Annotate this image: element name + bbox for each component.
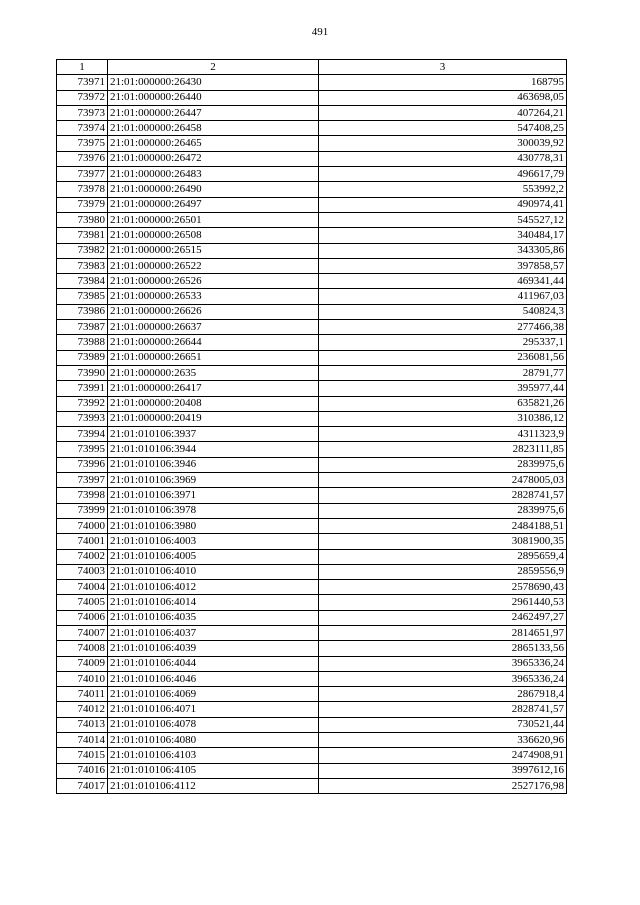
value-cell: 545527,12 <box>319 212 567 227</box>
cadastral-number-cell: 21:01:010106:4071 <box>108 702 319 717</box>
table-row <box>57 442 567 457</box>
value-cell: 2474908,91 <box>319 748 567 763</box>
cadastral-number-cell: 21:01:000000:26447 <box>108 105 319 120</box>
cadastral-number-cell: 21:01:010106:4005 <box>108 549 319 564</box>
cadastral-number-cell: 21:01:000000:20419 <box>108 411 319 426</box>
value-cell: 2865133,56 <box>319 641 567 656</box>
table-row <box>57 687 567 702</box>
value-cell: 469341,44 <box>319 274 567 289</box>
value-cell: 2478005,03 <box>319 473 567 488</box>
table-row <box>57 136 567 151</box>
row-number-cell: 73992 <box>57 396 108 411</box>
value-cell: 490974,41 <box>319 197 567 212</box>
table-row <box>57 75 567 90</box>
table-row <box>57 549 567 564</box>
row-number-cell: 73981 <box>57 228 108 243</box>
value-cell: 2462497,27 <box>319 610 567 625</box>
table-row <box>57 488 567 503</box>
row-number-cell: 74004 <box>57 580 108 595</box>
row-number-cell: 73974 <box>57 121 108 136</box>
table-row <box>57 778 567 793</box>
row-number-cell: 73984 <box>57 274 108 289</box>
table-row <box>57 381 567 396</box>
value-cell: 236081,56 <box>319 350 567 365</box>
value-cell: 2839975,6 <box>319 503 567 518</box>
cadastral-number-cell: 21:01:000000:26465 <box>108 136 319 151</box>
row-number-cell: 73982 <box>57 243 108 258</box>
value-cell: 463698,05 <box>319 90 567 105</box>
table-row <box>57 411 567 426</box>
row-number-cell: 74002 <box>57 549 108 564</box>
column-header-3: 3 <box>319 60 567 75</box>
value-cell: 4311323,9 <box>319 427 567 442</box>
row-number-cell: 73994 <box>57 427 108 442</box>
row-number-cell: 73972 <box>57 90 108 105</box>
row-number-cell: 73977 <box>57 167 108 182</box>
row-number-cell: 73976 <box>57 151 108 166</box>
value-cell: 277466,38 <box>319 320 567 335</box>
column-header-1: 1 <box>57 60 108 75</box>
row-number-cell: 74010 <box>57 671 108 686</box>
value-cell: 397858,57 <box>319 258 567 273</box>
value-cell: 496617,79 <box>319 167 567 182</box>
cadastral-number-cell: 21:01:010106:4069 <box>108 687 319 702</box>
header-row <box>57 60 567 75</box>
value-cell: 295337,1 <box>319 335 567 350</box>
cadastral-number-cell: 21:01:010106:4112 <box>108 778 319 793</box>
value-cell: 336620,96 <box>319 733 567 748</box>
row-number-cell: 74011 <box>57 687 108 702</box>
row-number-cell: 73978 <box>57 182 108 197</box>
cadastral-number-cell: 21:01:000000:26508 <box>108 228 319 243</box>
row-number-cell: 74014 <box>57 733 108 748</box>
table-row <box>57 243 567 258</box>
row-number-cell: 74009 <box>57 656 108 671</box>
row-number-cell: 73999 <box>57 503 108 518</box>
row-number-cell: 73985 <box>57 289 108 304</box>
cadastral-number-cell: 21:01:000000:26472 <box>108 151 319 166</box>
cadastral-number-cell: 21:01:000000:26430 <box>108 75 319 90</box>
table-row <box>57 105 567 120</box>
value-cell: 2828741,57 <box>319 702 567 717</box>
row-number-cell: 74016 <box>57 763 108 778</box>
table-row <box>57 365 567 380</box>
value-cell: 3081900,35 <box>319 534 567 549</box>
value-cell: 2814651,97 <box>319 625 567 640</box>
row-number-cell: 74001 <box>57 534 108 549</box>
table-row <box>57 733 567 748</box>
value-cell: 547408,25 <box>319 121 567 136</box>
table-row <box>57 595 567 610</box>
value-cell: 343305,86 <box>319 243 567 258</box>
cadastral-number-cell: 21:01:010106:4012 <box>108 580 319 595</box>
cadastral-number-cell: 21:01:010106:4044 <box>108 656 319 671</box>
value-cell: 2895659,4 <box>319 549 567 564</box>
row-number-cell: 73995 <box>57 442 108 457</box>
table-row <box>57 473 567 488</box>
value-cell: 2839975,6 <box>319 457 567 472</box>
value-cell: 430778,31 <box>319 151 567 166</box>
cadastral-number-cell: 21:01:010106:4003 <box>108 534 319 549</box>
value-cell: 3965336,24 <box>319 656 567 671</box>
cadastral-number-cell: 21:01:010106:3969 <box>108 473 319 488</box>
cadastral-number-cell: 21:01:010106:3946 <box>108 457 319 472</box>
table-row <box>57 212 567 227</box>
table-row <box>57 518 567 533</box>
table-body <box>57 75 567 794</box>
cadastral-number-cell: 21:01:010106:3978 <box>108 503 319 518</box>
table-row <box>57 564 567 579</box>
row-number-cell: 73980 <box>57 212 108 227</box>
value-cell: 3965336,24 <box>319 671 567 686</box>
row-number-cell: 73993 <box>57 411 108 426</box>
cadastral-number-cell: 21:01:000000:20408 <box>108 396 319 411</box>
row-number-cell: 74003 <box>57 564 108 579</box>
cadastral-number-cell: 21:01:010106:4046 <box>108 671 319 686</box>
cadastral-number-cell: 21:01:010106:3937 <box>108 427 319 442</box>
cadastral-number-cell: 21:01:010106:4078 <box>108 717 319 732</box>
row-number-cell: 74007 <box>57 625 108 640</box>
row-number-cell: 74017 <box>57 778 108 793</box>
table-row <box>57 151 567 166</box>
value-cell: 300039,92 <box>319 136 567 151</box>
value-cell: 340484,17 <box>319 228 567 243</box>
row-number-cell: 74013 <box>57 717 108 732</box>
row-number-cell: 74012 <box>57 702 108 717</box>
cadastral-number-cell: 21:01:000000:26440 <box>108 90 319 105</box>
value-cell: 2867918,4 <box>319 687 567 702</box>
table-row <box>57 503 567 518</box>
value-cell: 2527176,98 <box>319 778 567 793</box>
cadastral-number-cell: 21:01:000000:26526 <box>108 274 319 289</box>
cadastral-number-cell: 21:01:010106:3980 <box>108 518 319 533</box>
row-number-cell: 73989 <box>57 350 108 365</box>
row-number-cell: 73988 <box>57 335 108 350</box>
table-row <box>57 197 567 212</box>
row-number-cell: 73991 <box>57 381 108 396</box>
value-cell: 635821,26 <box>319 396 567 411</box>
table-row <box>57 427 567 442</box>
table-row <box>57 274 567 289</box>
value-cell: 553992,2 <box>319 182 567 197</box>
table-row <box>57 350 567 365</box>
table-row <box>57 304 567 319</box>
row-number-cell: 73998 <box>57 488 108 503</box>
table-row <box>57 763 567 778</box>
cadastral-number-cell: 21:01:010106:3971 <box>108 488 319 503</box>
table-row <box>57 748 567 763</box>
row-number-cell: 74005 <box>57 595 108 610</box>
cadastral-number-cell: 21:01:000000:26497 <box>108 197 319 212</box>
cadastral-number-cell: 21:01:000000:26651 <box>108 350 319 365</box>
data-table <box>56 59 567 794</box>
cadastral-number-cell: 21:01:010106:4105 <box>108 763 319 778</box>
row-number-cell: 73986 <box>57 304 108 319</box>
cadastral-number-cell: 21:01:000000:2635 <box>108 365 319 380</box>
value-cell: 2961440,53 <box>319 595 567 610</box>
row-number-cell: 74000 <box>57 518 108 533</box>
table-row <box>57 580 567 595</box>
row-number-cell: 73990 <box>57 365 108 380</box>
table-row <box>57 534 567 549</box>
cadastral-number-cell: 21:01:010106:4014 <box>108 595 319 610</box>
row-number-cell: 73996 <box>57 457 108 472</box>
value-cell: 2828741,57 <box>319 488 567 503</box>
table-row <box>57 641 567 656</box>
row-number-cell: 73971 <box>57 75 108 90</box>
cadastral-number-cell: 21:01:010106:3944 <box>108 442 319 457</box>
cadastral-number-cell: 21:01:000000:26515 <box>108 243 319 258</box>
cadastral-number-cell: 21:01:010106:4039 <box>108 641 319 656</box>
row-number-cell: 74008 <box>57 641 108 656</box>
row-number-cell: 73975 <box>57 136 108 151</box>
table-header <box>57 60 567 75</box>
cadastral-number-cell: 21:01:000000:26490 <box>108 182 319 197</box>
value-cell: 2484188,51 <box>319 518 567 533</box>
row-number-cell: 73979 <box>57 197 108 212</box>
table-row <box>57 121 567 136</box>
table-row <box>57 671 567 686</box>
cadastral-number-cell: 21:01:000000:26644 <box>108 335 319 350</box>
cadastral-number-cell: 21:01:000000:26626 <box>108 304 319 319</box>
cadastral-number-cell: 21:01:000000:26417 <box>108 381 319 396</box>
value-cell: 310386,12 <box>319 411 567 426</box>
table-row <box>57 167 567 182</box>
table-row <box>57 610 567 625</box>
row-number-cell: 74006 <box>57 610 108 625</box>
table-row <box>57 228 567 243</box>
row-number-cell: 73987 <box>57 320 108 335</box>
cadastral-number-cell: 21:01:010106:4080 <box>108 733 319 748</box>
value-cell: 28791,77 <box>319 365 567 380</box>
cadastral-number-cell: 21:01:010106:4010 <box>108 564 319 579</box>
cadastral-number-cell: 21:01:000000:26501 <box>108 212 319 227</box>
table-row <box>57 625 567 640</box>
value-cell: 395977,44 <box>319 381 567 396</box>
cadastral-number-cell: 21:01:000000:26483 <box>108 167 319 182</box>
table-row <box>57 656 567 671</box>
table-row <box>57 289 567 304</box>
value-cell: 407264,21 <box>319 105 567 120</box>
value-cell: 540824,3 <box>319 304 567 319</box>
table-row <box>57 457 567 472</box>
table-row <box>57 717 567 732</box>
column-header-2: 2 <box>108 60 319 75</box>
value-cell: 411967,03 <box>319 289 567 304</box>
cadastral-number-cell: 21:01:000000:26637 <box>108 320 319 335</box>
value-cell: 2823111,85 <box>319 442 567 457</box>
table-row <box>57 320 567 335</box>
value-cell: 2859556,9 <box>319 564 567 579</box>
table-row <box>57 258 567 273</box>
value-cell: 730521,44 <box>319 717 567 732</box>
cadastral-number-cell: 21:01:000000:26458 <box>108 121 319 136</box>
value-cell: 168795 <box>319 75 567 90</box>
row-number-cell: 73997 <box>57 473 108 488</box>
cadastral-number-cell: 21:01:000000:26522 <box>108 258 319 273</box>
value-cell: 2578690,43 <box>319 580 567 595</box>
table-row <box>57 702 567 717</box>
row-number-cell: 74015 <box>57 748 108 763</box>
value-cell: 3997612,16 <box>319 763 567 778</box>
table-row <box>57 335 567 350</box>
cadastral-number-cell: 21:01:010106:4035 <box>108 610 319 625</box>
cadastral-number-cell: 21:01:010106:4037 <box>108 625 319 640</box>
table-row <box>57 182 567 197</box>
row-number-cell: 73983 <box>57 258 108 273</box>
page-number: 491 <box>311 26 329 38</box>
cadastral-number-cell: 21:01:010106:4103 <box>108 748 319 763</box>
table-row <box>57 90 567 105</box>
row-number-cell: 73973 <box>57 105 108 120</box>
table-row <box>57 396 567 411</box>
cadastral-number-cell: 21:01:000000:26533 <box>108 289 319 304</box>
